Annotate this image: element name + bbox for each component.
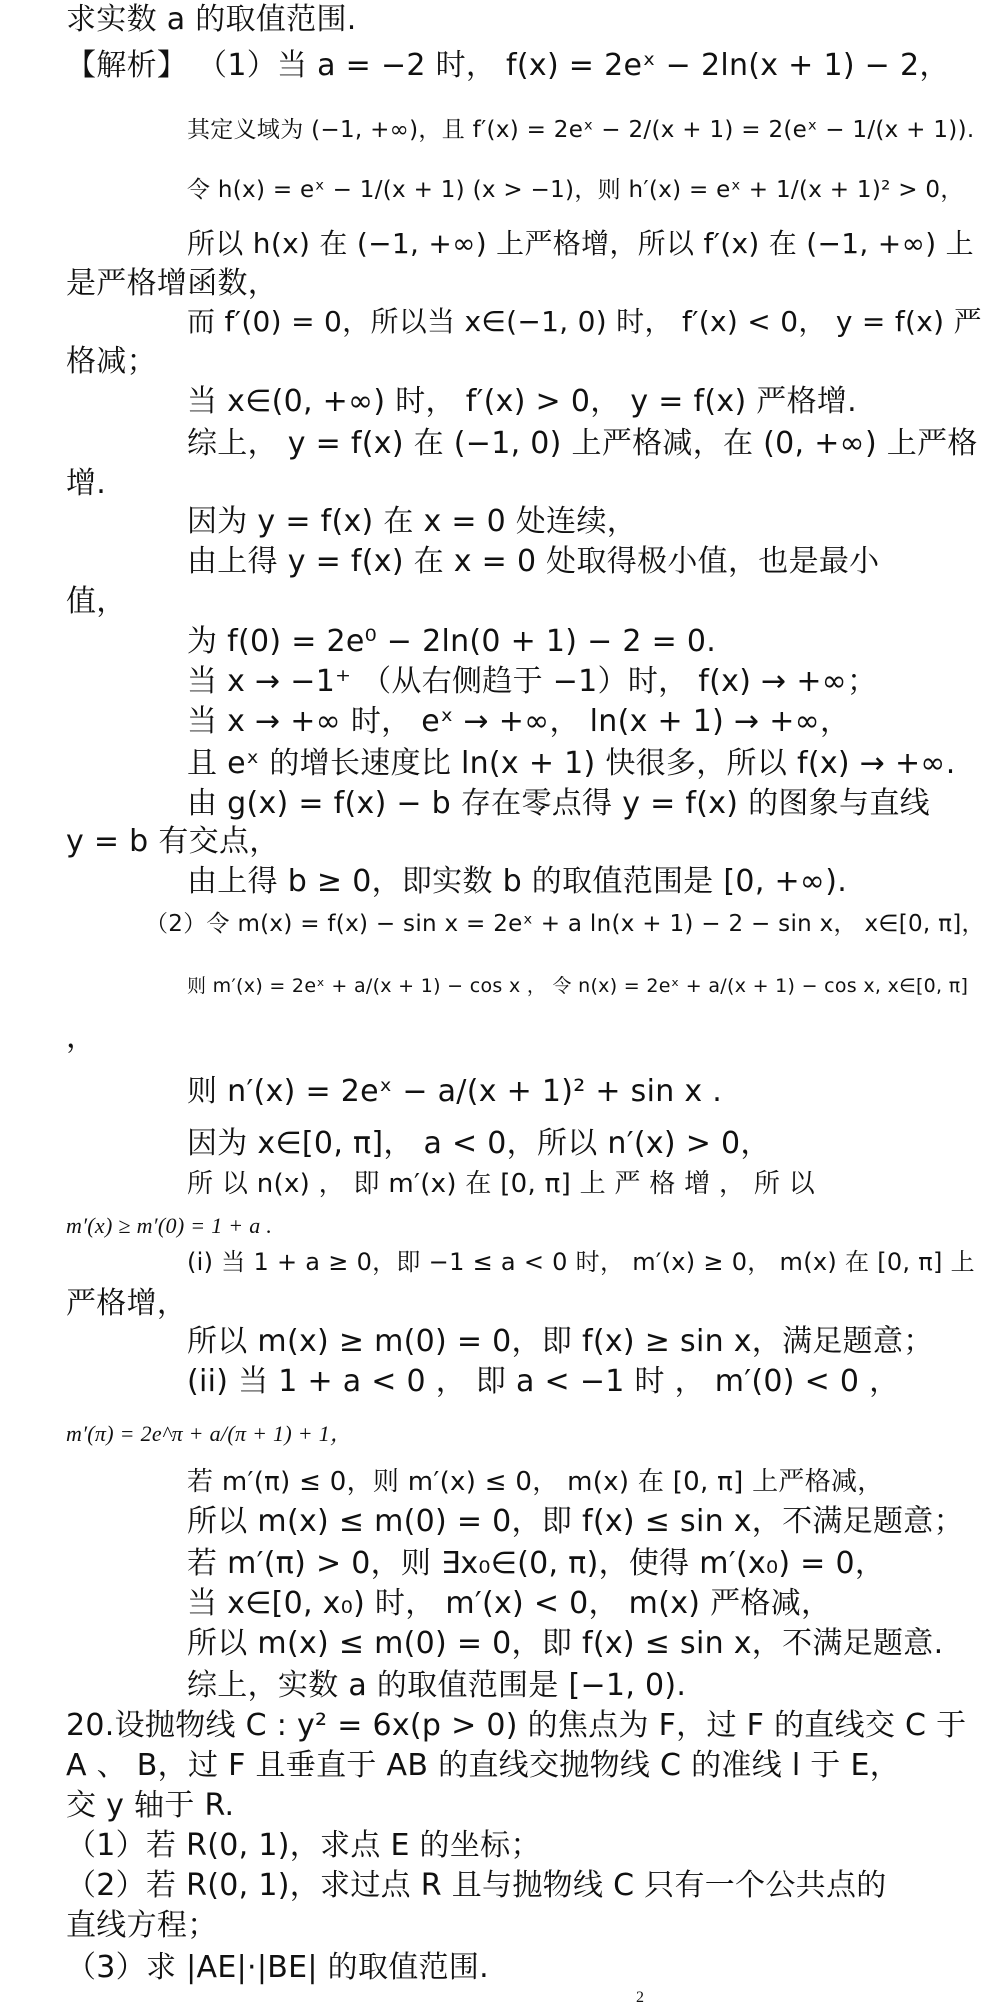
formula-line: m′(x) ≥ m′(0) = 1 + a .	[66, 1213, 273, 1238]
question-1: （1）若 R(0, 1)，求点 E 的坐标；	[66, 1828, 541, 1863]
text-line: 当 x → −1⁺ （从右侧趋于 −1）时， f(x) → +∞；	[187, 664, 878, 699]
text-line: 若 m′(π) > 0，则 ∃x₀∈(0, π)，使得 m′(x₀) = 0，	[187, 1546, 886, 1581]
text-line: 所以 m(x) ≥ m(0) = 0，即 f(x) ≥ sin x，满足题意；	[187, 1324, 934, 1359]
formula-line: m′(π) = 2e^π + a/(π + 1) + 1，	[66, 1421, 353, 1446]
text-line: 当 x∈(0, +∞) 时， f′(x) > 0， y = f(x) 严格增.	[187, 384, 858, 419]
text-line: 直线方程；	[66, 1908, 218, 1943]
text-line: 当 x∈[0, x₀) 时， m′(x) < 0， m(x) 严格减，	[187, 1586, 832, 1621]
text-line: 值，	[66, 584, 127, 619]
case-ii-line: (ii) 当 1 + a < 0 ， 即 a < −1 时 ， m′(0) < 0 ，	[187, 1364, 900, 1399]
solution-header: 【解析】 （1）当 a = −2 时， f(x) = 2eˣ − 2ln(x + 1) − 2，	[66, 48, 950, 83]
text-line: 则 m′(x) = 2eˣ + a/(x + 1) − cos x ， 令 n(x) = 2eˣ + a/(x + 1) − cos x, x∈[0, π]	[187, 975, 969, 997]
text-line: 严格增，	[66, 1286, 188, 1321]
text-line: 是严格增函数，	[66, 266, 279, 301]
text-line: 综上， y = f(x) 在 (−1, 0) 上严格减，在 (0, +∞) 上严格	[187, 426, 978, 461]
text-line: A 、 B，过 F 且垂直于 AB 的直线交抛物线 C 的准线 l 于 E，	[66, 1748, 900, 1783]
text-line: 当 x → +∞ 时， eˣ → +∞， ln(x + 1) → +∞，	[187, 704, 851, 739]
text-line: 令 h(x) = eˣ − 1/(x + 1) (x > −1)，则 h′(x) = eˣ + 1/(x + 1)² > 0，	[187, 177, 964, 203]
text-line: 若 m′(π) ≤ 0，则 m′(x) ≤ 0， m(x) 在 [0, π] 上严格减，	[187, 1467, 884, 1497]
text-line: 由上得 y = f(x) 在 x = 0 处取得极小值，也是最小	[187, 544, 880, 579]
text-line: 且 eˣ 的增长速度比 ln(x + 1) 快很多，所以 f(x) → +∞.	[187, 746, 956, 781]
text-line: 所以 h(x) 在 (−1, +∞) 上严格增，所以 f′(x) 在 (−1, +∞) 上	[187, 227, 974, 260]
text-line: 所 以 n(x) ， 即 m′(x) 在 [0, π] 上 严 格 增 ， 所 以	[187, 1169, 816, 1199]
text-line: ，	[66, 1020, 97, 1055]
question-3: （3）求 |AE|·|BE| 的取值范围.	[66, 1950, 489, 1985]
text-line: 因为 x∈[0, π]， a < 0，所以 n′(x) > 0，	[187, 1126, 771, 1161]
text-line: 所以 m(x) ≤ m(0) = 0，即 f(x) ≤ sin x，不满足题意；	[187, 1504, 964, 1539]
text-line: 由 g(x) = f(x) − b 存在零点得 y = f(x) 的图象与直线	[187, 786, 930, 821]
text-line: 而 f′(0) = 0，所以当 x∈(−1, 0) 时， f′(x) < 0， y = f(x) 严	[187, 305, 982, 338]
text-line: 由上得 b ≥ 0，即实数 b 的取值范围是 [0, +∞).	[187, 864, 848, 899]
case-i-line: (i) 当 1 + a ≥ 0，即 −1 ≤ a < 0 时， m′(x) ≥ 0， m(x) 在 [0, π] 上	[187, 1248, 975, 1276]
page-number: 2	[636, 1989, 644, 2006]
text-line: 增.	[66, 466, 107, 501]
text-line: 则 n′(x) = 2eˣ − a/(x + 1)² + sin x .	[187, 1074, 723, 1109]
text-line: y = b 有交点，	[66, 824, 280, 859]
text-line: 因为 y = f(x) 在 x = 0 处连续，	[187, 504, 638, 539]
text-line: 其定义域为 (−1, +∞)，且 f′(x) = 2eˣ − 2/(x + 1) = 2(eˣ − 1/(x + 1)).	[187, 117, 975, 143]
part-2-header: （2）令 m(x) = f(x) − sin x = 2eˣ + a ln(x + 1) − 2 − sin x， x∈[0, π]，	[145, 911, 985, 937]
question-2: （2）若 R(0, 1)，求过点 R 且与抛物线 C 只有一个公共点的	[66, 1868, 887, 1903]
problem-20-statement: 20.设抛物线 C : y² = 6x(p > 0) 的焦点为 F，过 F 的直线交 C 于	[66, 1708, 967, 1743]
text-line: 所以 m(x) ≤ m(0) = 0，即 f(x) ≤ sin x，不满足题意.	[187, 1626, 944, 1661]
conclusion-line: 综上，实数 a 的取值范围是 [−1, 0).	[187, 1668, 687, 1703]
text-line: 交 y 轴于 R.	[66, 1788, 235, 1823]
text-line: 为 f(0) = 2e⁰ − 2ln(0 + 1) − 2 = 0.	[187, 624, 717, 659]
text-line: 格减；	[66, 344, 157, 379]
text-line: 求实数 a 的取值范围.	[66, 2, 357, 37]
